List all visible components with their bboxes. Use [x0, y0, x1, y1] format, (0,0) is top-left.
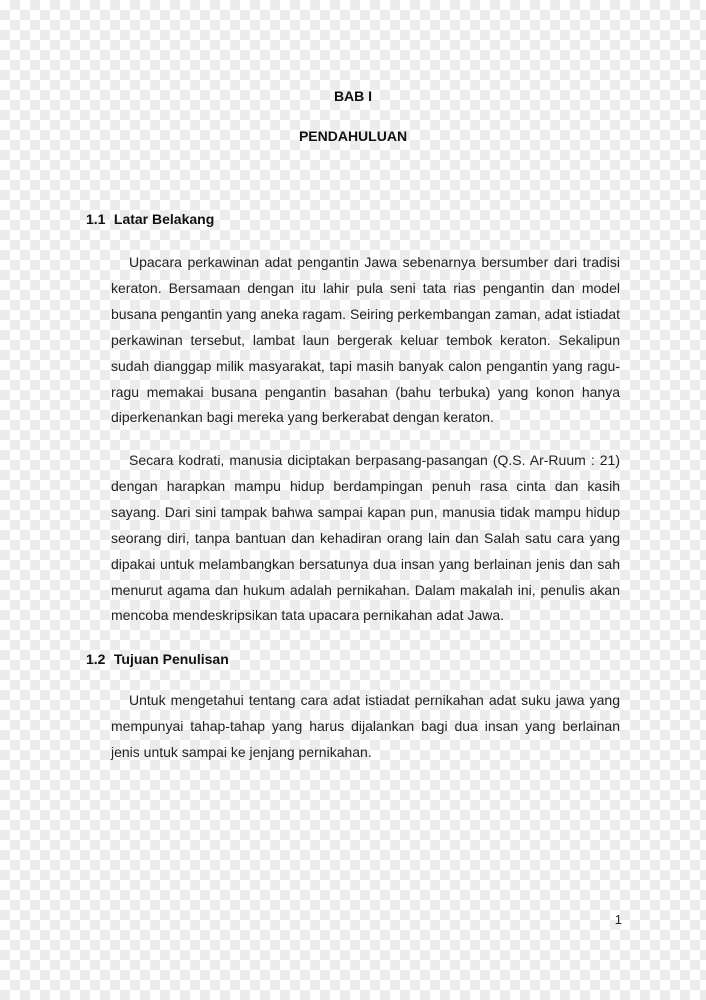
- page-number: 1: [614, 912, 622, 927]
- paragraph-tujuan-penulisan-1: Untuk mengetahui tentang cara adat istiadat pernikahan adat suku jawa yang mempunyai tahap-tahap yang harus dijalankan bagi dua insan yang berlainan jenis untuk sampai ke jenjang pernikahan.: [111, 692, 620, 760]
- section-title: Tujuan Penulisan: [113, 651, 229, 667]
- paragraph-latar-belakang-2: Secara kodrati, manusia diciptakan berpasang-pasangan (Q.S. Ar-Ruum : 21) dengan harapkan mampu hidup berdampingan penuh rasa cinta dan kasih sayang. Dari sini tampak bahwa sampai kapan pun, manusia tidak mampu hidup seorang diri, tanpa bantuan dan kehadiran orang lain dan Salah satu cara yang dipakai untuk melambangkan bersatunya dua insan yang berlainan jenis dan sah menurut agama dan hukum adalah pernikahan. Dalam makalah ini, penulis akan mencoba mendeskripsikan tata upacara pernikahan adat Jawa.: [111, 452, 620, 624]
- section-number: 1.1: [86, 211, 106, 227]
- chapter-title: PENDAHULUAN: [298, 128, 408, 144]
- section-heading-latar-belakang: [86, 211, 214, 227]
- chapter-number: BAB I: [333, 88, 373, 104]
- section-number: 1.2: [86, 651, 106, 667]
- paragraph-latar-belakang-1: Upacara perkawinan adat pengantin Jawa sebenarnya bersumber dari tradisi keraton. Bersamaan dengan itu lahir pula seni tata rias pengantin dan model busana pengantin yang aneka ragam. Seiring perkembangan zaman, adat istiadat perkawinan tersebut, lambat laun bergerak keluar tembok keraton. Sekalipun sudah dianggap milik masyarakat, tapi masih banyak calon pengantin yang ragu-ragu memakai busana pengantin basahan (bahu terbuka) yang konon hanya diperkenankan bagi mereka yang berkerabat dengan keraton.: [111, 254, 621, 426]
- section-heading-tujuan-penulisan: [86, 651, 229, 667]
- section-title: Latar Belakang: [113, 211, 215, 227]
